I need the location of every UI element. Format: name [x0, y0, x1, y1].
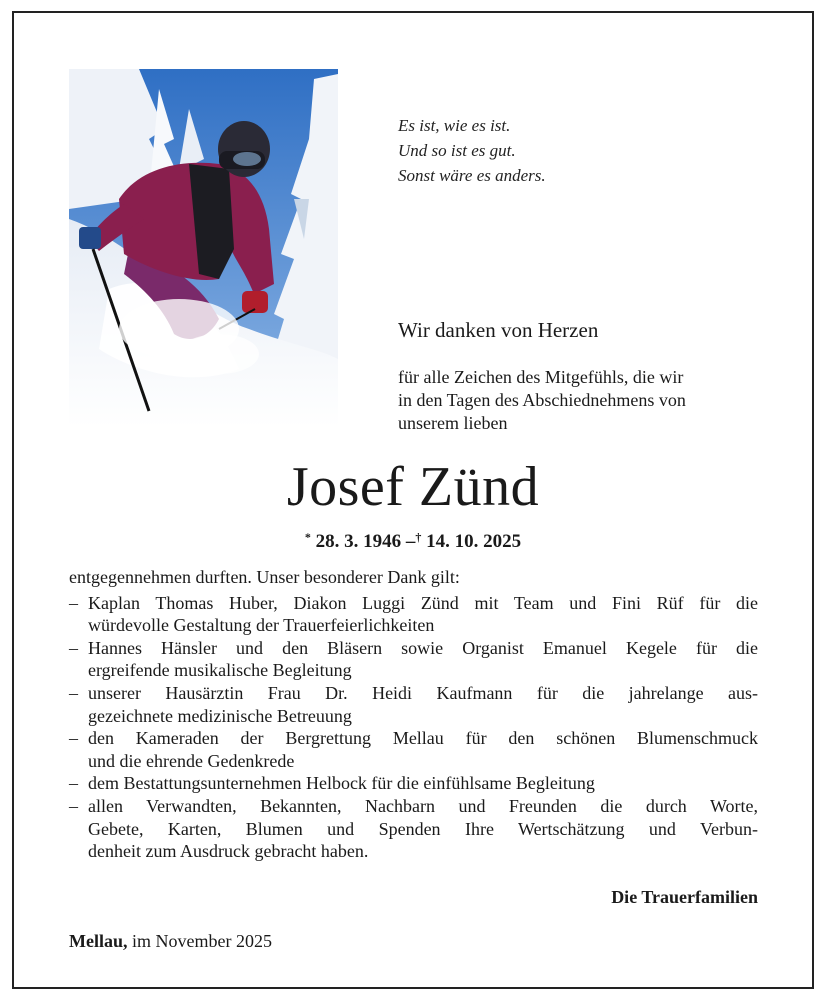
- quote-line: Sonst wäre es anders.: [398, 166, 546, 185]
- list-item-line: Gebete, Karten, Blumen und Spenden Ihre Wertschätzung und Verbun-: [88, 818, 758, 839]
- list-item-line: den Kameraden der Bergrettung Mellau für den schönen Blumenschmuck: [88, 728, 758, 749]
- intro-line: in den Tagen des Abschiednehmens von: [398, 390, 686, 410]
- list-dash: –: [69, 682, 78, 703]
- list-dash: –: [69, 728, 78, 749]
- date-line: im November 2025: [132, 931, 272, 951]
- quote-line: Und so ist es gut.: [398, 141, 516, 160]
- place: Mellau,: [69, 931, 128, 951]
- thanks-list-item: [69, 727, 758, 772]
- intro-line: für alle Zeichen des Mitgefühls, die wir: [398, 367, 684, 387]
- intro-text: [398, 366, 768, 435]
- list-item-line: Hannes Hänsler und den Bläsern sowie Organist Emanuel Kegele für die: [88, 637, 758, 658]
- deceased-name: Josef Zünd: [286, 456, 540, 518]
- list-item-line: dem Bestattungsunternehmen Helbock für die einfühlsame Begleitung: [88, 773, 595, 794]
- signoff: Die Trauerfamilien: [611, 887, 758, 907]
- list-item-line: unserer Hausärztin Frau Dr. Heidi Kaufmann für die jahrelange aus-: [88, 682, 758, 703]
- intro-line: unserem lieben: [398, 413, 508, 433]
- list-item-line: gezeichnete medizinische Betreuung: [88, 705, 352, 726]
- list-item-line: allen Verwandten, Bekannten, Nachbarn und Freunden die durch Worte,: [88, 795, 758, 816]
- thanks-heading: Wir danken von Herzen: [398, 318, 599, 342]
- date-separator: –: [405, 531, 416, 552]
- thanks-list-item: [69, 682, 758, 727]
- thanks-list: [69, 592, 758, 863]
- list-item-line: denheit zum Ausdruck gebracht haben.: [88, 841, 369, 862]
- thanks-list-item: [69, 795, 758, 863]
- list-item-line: und die ehrende Gedenkrede: [88, 750, 295, 771]
- lead-text: entgegennehmen durften. Unser besonderer Dank gilt:: [69, 567, 460, 587]
- death-symbol: †: [415, 530, 422, 544]
- gratitude-text: [69, 566, 758, 863]
- list-item-line: würdevolle Gestaltung der Trauerfeierlichkeiten: [88, 615, 435, 636]
- thanks-list-item: [69, 772, 758, 795]
- death-date: 14. 10. 2025: [426, 531, 522, 552]
- list-item-line: Kaplan Thomas Huber, Diakon Luggi Zünd mit Team und Fini Rüf für die: [88, 592, 758, 613]
- portrait-photo: [69, 69, 338, 427]
- list-dash: –: [69, 795, 78, 816]
- birth-symbol: *: [304, 530, 311, 544]
- thanks-list-item: [69, 637, 758, 682]
- list-dash: –: [69, 637, 78, 658]
- life-dates: [0, 524, 826, 555]
- list-item-line: ergreifende musikalische Begleitung: [88, 660, 352, 681]
- thanks-list-item: [69, 592, 758, 637]
- quote: [398, 113, 778, 188]
- list-dash: –: [69, 592, 78, 613]
- list-dash: –: [69, 773, 78, 794]
- quote-line: Es ist, wie es ist.: [398, 116, 511, 135]
- birth-date: 28. 3. 1946: [315, 531, 402, 552]
- place-date: [69, 929, 469, 953]
